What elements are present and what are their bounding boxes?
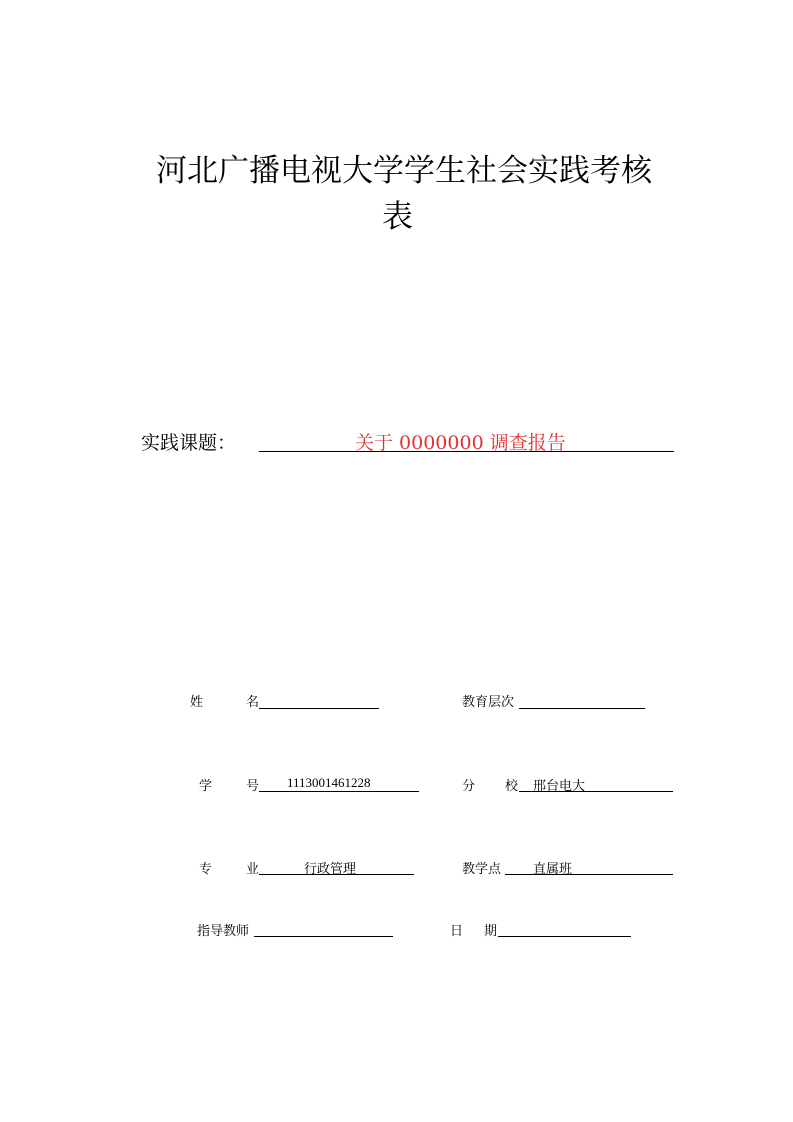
topic-value: 关于 0000000 调查报告 bbox=[355, 432, 566, 454]
teaching-point-value: 直属班 bbox=[533, 861, 573, 876]
date-label-char-1: 日 bbox=[450, 924, 464, 939]
branch-value: 邢台电大 bbox=[533, 778, 586, 793]
advisor-underline bbox=[254, 936, 393, 937]
student-id-underline bbox=[259, 791, 419, 792]
teaching-point-label: 教学点 bbox=[462, 862, 502, 877]
document-title bbox=[130, 148, 690, 240]
major-value: 行政管理 bbox=[304, 861, 357, 876]
advisor-label: 指导教师 bbox=[197, 924, 250, 939]
teaching-point-underline bbox=[505, 874, 673, 875]
title-line-2: 表 bbox=[382, 199, 413, 235]
major-label-char-2: 业 bbox=[246, 862, 260, 877]
date-underline bbox=[498, 936, 631, 937]
level-label: 教育层次 bbox=[462, 695, 515, 710]
student-id-value: 1113001461228 bbox=[287, 775, 371, 790]
student-id-label-char-1: 学 bbox=[199, 779, 213, 794]
student-id-label-char-2: 号 bbox=[246, 779, 260, 794]
name-label-char-1: 姓 bbox=[190, 695, 204, 710]
level-underline bbox=[519, 708, 645, 709]
topic-label: 实践课题： bbox=[141, 432, 237, 454]
branch-label-char-1: 分 bbox=[462, 779, 476, 794]
title-line-1: 河北广播电视大学学生社会实践考核 bbox=[156, 153, 652, 189]
major-label-char-1: 专 bbox=[199, 862, 213, 877]
name-underline bbox=[259, 708, 379, 709]
date-label-char-2: 期 bbox=[484, 924, 498, 939]
name-label-char-2: 名 bbox=[246, 695, 260, 710]
branch-label-char-2: 校 bbox=[505, 779, 519, 794]
